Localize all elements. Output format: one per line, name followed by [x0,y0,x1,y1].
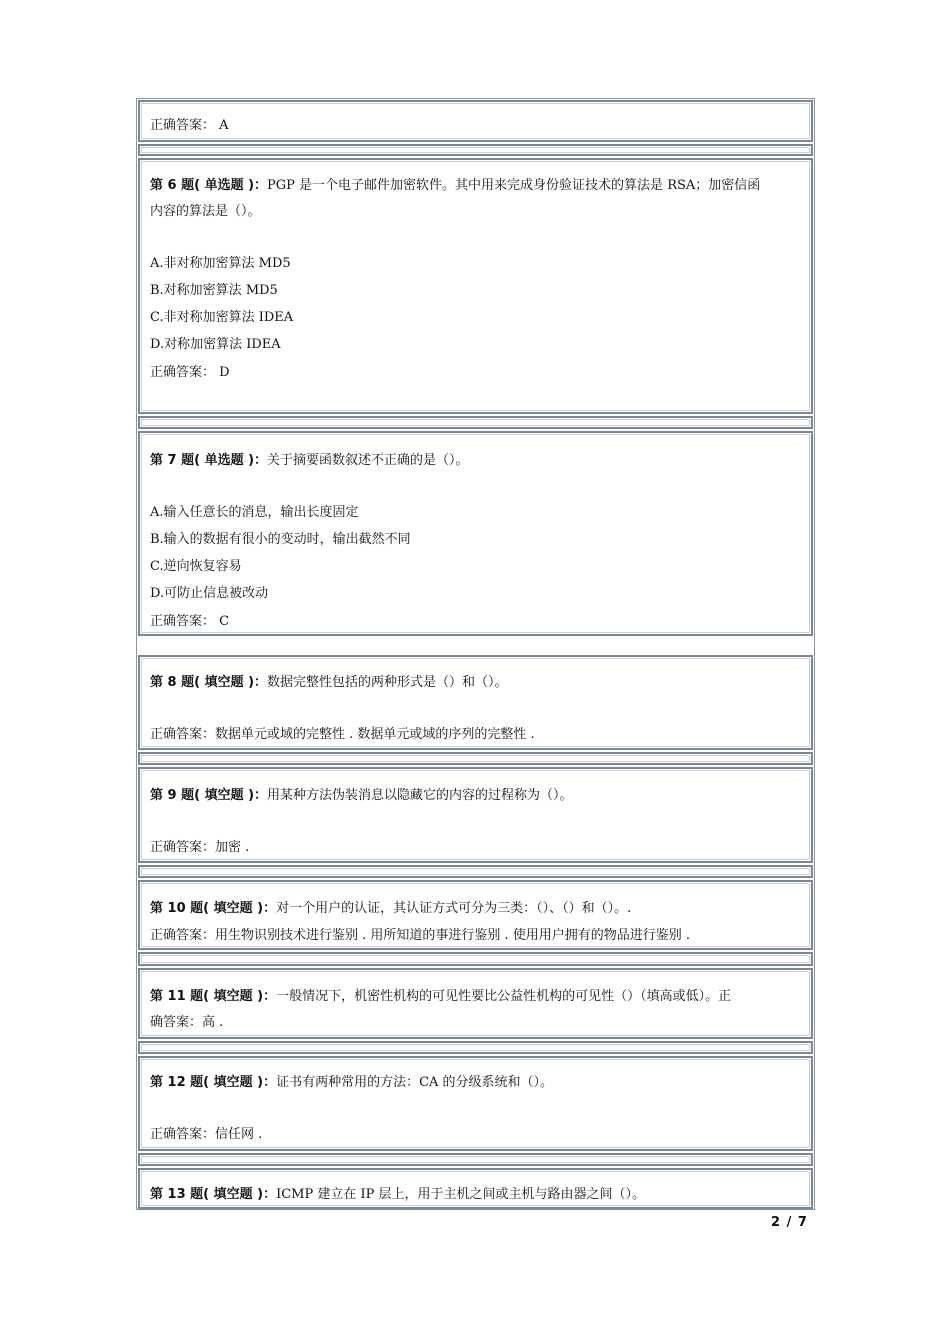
option-b: B.输入的数据有很小的变动时，输出截然不同 [150,532,411,547]
question-header: 第 9 题( 填空题 )： [150,788,268,803]
option-d: D.对称加密算法 IDEA [150,337,281,352]
option-d: D.可防止信息被改动 [150,586,269,601]
option-b: B.对称加密算法 MD5 [150,283,278,298]
question-text: 数据完整性包括的两种形式是（）和（）。 [267,675,508,690]
question-10 [138,880,813,950]
question-text: 证书有两种常用的方法：CA 的分级系统和（）。 [276,1075,554,1090]
option-c: C.逆向恢复容易 [150,559,242,574]
question-7 [138,431,813,636]
question-text-line [150,1187,645,1203]
question-text-line [150,675,508,691]
answer-text: 正确答案：信任网 . [150,1127,263,1142]
question-header: 第 12 题( 填空题 )： [150,1075,277,1090]
question-text: PGP 是一个电子邮件加密软件。其中用来完成身份验证技术的算法是 RSA；加密信函 [267,178,761,193]
row-separator [138,752,813,765]
question-6 [138,158,813,414]
option-c: C.非对称加密算法 IDEA [150,310,294,325]
row-separator [138,952,813,966]
answer-text: 正确答案：加密 . [150,840,250,855]
option-a: A.输入任意长的消息，输出长度固定 [150,505,359,520]
question-9 [138,767,813,863]
question-text: 一般情况下，机密性机构的可见性要比公益性机构的可见性（）（填高或低）。正 [276,989,732,1004]
question-header: 第 10 题( 填空题 )： [150,901,277,916]
answer-text: 确答案：高 . [150,1015,224,1030]
row-separator [138,1041,813,1054]
question-header: 第 13 题( 填空题 )： [150,1187,277,1202]
row-separator [138,144,813,156]
question-text: 对一个用户的认证，其认证方式可分为三类：（）、（）和（）。. [276,901,632,916]
answer-text: 正确答案：用生物识别技术进行鉴别 . 用所知道的事进行鉴别 . 使用用户拥有的物品进行鉴别 . [150,928,691,943]
question-8 [138,655,813,750]
question-text: 用某种方法伪装消息以隐藏它的内容的过程称为（）。 [267,788,573,803]
row-separator [138,416,813,429]
question-text-line [150,178,760,194]
question-text-continued: 内容的算法是（）。 [150,204,261,219]
answer-box-q5 [138,100,813,142]
answer-text: 正确答案：数据单元或域的完整性 . 数据单元或域的序列的完整性 . [150,727,535,742]
option-a: A.非对称加密算法 MD5 [150,256,291,271]
question-text-line [150,453,469,469]
answer-text: 正确答案： A [150,118,229,133]
question-header: 第 8 题( 填空题 )： [150,675,268,690]
question-text-line [150,989,731,1005]
question-text: ICMP 建立在 IP 层上，用于主机之间或主机与路由器之间（）。 [276,1187,645,1202]
question-text: 关于摘要函数叙述不正确的是（）。 [267,453,469,468]
question-header: 第 11 题( 填空题 )： [150,989,277,1004]
answer-text: 正确答案： D [150,365,230,380]
question-11 [138,968,813,1039]
question-12 [138,1056,813,1151]
question-text-line [150,1075,553,1091]
question-header: 第 6 题( 单选题 )： [150,178,268,193]
question-text-line [150,788,573,804]
question-13 [138,1168,813,1209]
page-number: 2 / 7 [771,1215,808,1230]
answer-text: 正确答案： C [150,614,230,629]
question-header: 第 7 题( 单选题 )： [150,453,268,468]
question-text-line [150,901,631,917]
row-separator [138,865,813,878]
row-separator [138,1153,813,1166]
